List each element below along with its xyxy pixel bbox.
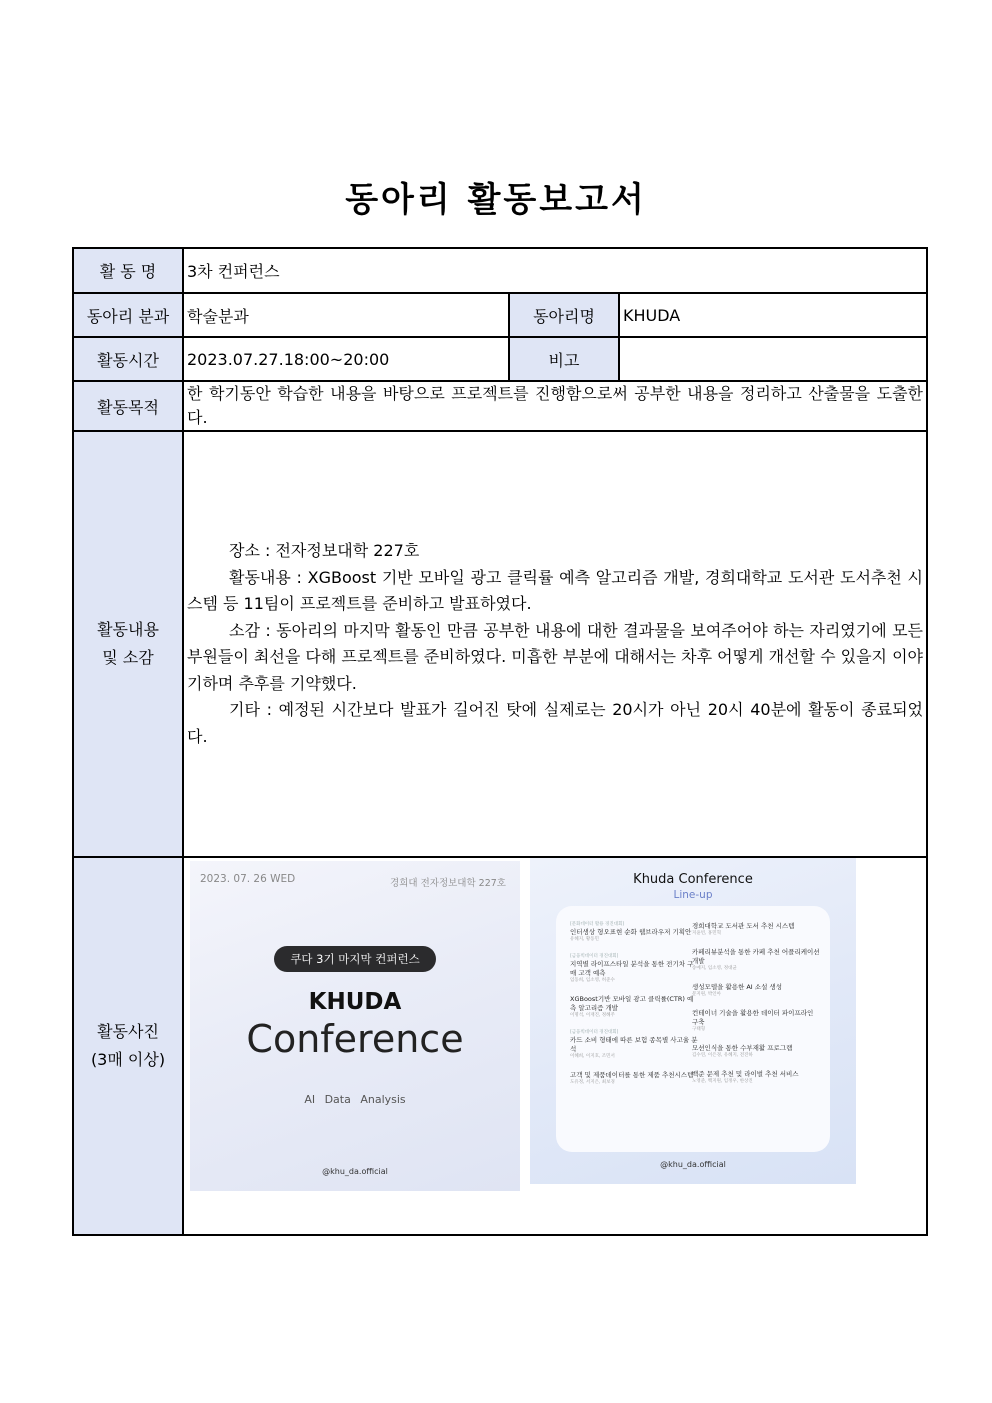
lineup-item (570, 922, 698, 943)
lineup-right-column (692, 922, 820, 1096)
content-cell (183, 431, 927, 857)
lineup-item-name: 지역별 라이프스타일 분석을 통한 전기차 구매 고객 예측 (570, 960, 694, 977)
lineup-item-members: 지윤빈, 홍민혁 (692, 931, 721, 936)
lineup-item-name: 백준 문제 추천 및 라이벌 추천 서비스 (692, 1070, 799, 1078)
lineup-subtitle: Line-up (673, 889, 713, 901)
lineup-item-members: 도유정, 서지은, 최보경 (570, 1080, 615, 1085)
lineup-item-name: 고객 및 제품데이터를 통한 제품 추천시스템 (570, 1071, 694, 1079)
lineup-item (692, 948, 820, 972)
lineup-item-members: 이혜희, 이지호, 조민서 (570, 1054, 615, 1059)
lineup-card (556, 906, 830, 1152)
lineup-title: Khuda Conference (633, 872, 753, 887)
activity-name-value: 3차 컨퍼런스 (183, 248, 927, 293)
lineup-item (570, 954, 698, 984)
document-title: 동아리 활동보고서 (345, 180, 647, 220)
content-activity: 활동내용 : XGBoost 기반 모바일 광고 클릭률 예측 알고리즘 개발, 경희대학교 도서관 도서추천 시스템 등 11팀이 프로젝트를 준비하고 발표하였다. (187, 567, 923, 613)
purpose-value: 한 학기동안 학습한 내용을 바탕으로 프로젝트를 진행함으로써 공부한 내용을 정리하고 산출물을 도출한다. (187, 384, 923, 427)
lineup-item (692, 1044, 820, 1059)
content-label-line-1: 활동내용 (97, 620, 159, 639)
lineup-handle: @khu_da.official (660, 1160, 726, 1169)
purpose-cell (183, 381, 927, 431)
lineup-item-members: 송예지, 임소영, 정대균 (692, 966, 737, 971)
poster-tags: AI Data Analysis (304, 1093, 406, 1106)
conference-poster-photo (190, 861, 520, 1191)
lineup-item-name: 모션인식을 통한 수부재활 프로그램 (692, 1044, 793, 1052)
poster-date: 2023. 07. 26 WED (200, 873, 296, 885)
lineup-item-name: 경희대학교 도서관 도서 추천 시스템 (692, 922, 795, 930)
photo-label (73, 857, 183, 1235)
lineup-item-members: 이명석, 이재진, 정혜주 (570, 1013, 615, 1018)
category-value: 학술분과 (183, 293, 509, 337)
lineup-item (570, 1071, 698, 1086)
photo-strip (184, 858, 926, 1218)
lineup-item-category: [금융빅데이터 경진대회] (570, 1030, 619, 1035)
lineup-item (692, 922, 820, 937)
poster-brand: KHUDA (308, 989, 402, 1015)
category-label: 동아리 분과 (73, 293, 183, 337)
photo-label-line-2: (3매 이상) (90, 1050, 166, 1069)
lineup-left-column (570, 922, 698, 1097)
lineup-item (692, 1070, 820, 1085)
lineup-item (692, 1009, 820, 1033)
poster-handle: @khu_da.official (322, 1167, 388, 1176)
lineup-item-name: 인터생상 형오표현 순화 웹브라우저 기획안 (570, 928, 692, 936)
note-value (619, 337, 927, 381)
lineup-item-category: [문화데이터 활용 경진대회] (570, 922, 625, 927)
lineup-item-name: 카드 소비 형태에 따른 보험 종목별 사고율 분석 (570, 1036, 698, 1053)
note-label: 비고 (509, 337, 619, 381)
lineup-item-category: [금융빅데이터 경진대회] (570, 954, 619, 959)
content-etc: 기타 : 예정된 시간보다 발표가 길어진 탓에 실제로는 20시가 아닌 20시 40분에 활동이 종료되었다. (187, 700, 923, 746)
photo-cell (183, 857, 927, 1235)
lineup-item-members: 임동희, 임소영, 허준수 (570, 978, 615, 983)
lineup-item-name: 생성모델을 활용한 AI 소설 생성 (692, 983, 782, 991)
time-label: 활동시간 (73, 337, 183, 381)
club-name-value: KHUDA (619, 293, 927, 337)
poster-conference-text: Conference (246, 1017, 464, 1061)
lineup-item-members: 김수연, 이은경, 유혜지, 전진하 (692, 1053, 753, 1058)
content-label-line-2: 및 소감 (102, 648, 154, 667)
lineup-item-members: 구태형 (692, 1027, 706, 1032)
lineup-item-members: 문지원, 박인아 (692, 992, 721, 997)
lineup-item-name: 컨테이너 기술을 활용한 데이터 파이프라인 구축 (692, 1009, 814, 1026)
content-place: 장소 : 전자정보대학 227호 (229, 541, 420, 560)
lineup-item (692, 983, 820, 998)
report-table (72, 247, 928, 1236)
purpose-label: 활동목적 (73, 381, 183, 431)
content-label (73, 431, 183, 857)
lineup-item (570, 995, 698, 1019)
lineup-item-name: XGBoost기반 모바일 광고 클릭률(CTR) 예측 알고리즘 개발 (570, 995, 694, 1012)
lineup-item-name: 카페리뷰분석을 통한 카페 추천 어플리케이션 개발 (692, 948, 820, 965)
club-name-label: 동아리명 (509, 293, 619, 337)
lineup-poster-photo (530, 858, 856, 1184)
lineup-item-members: 유혜지, 황동민 (570, 937, 599, 942)
poster-venue: 경희대 전자정보대학 227호 (390, 878, 506, 889)
photo-label-line-1: 활동사진 (97, 1022, 159, 1041)
time-value: 2023.07.27.18:00~20:00 (183, 337, 509, 381)
lineup-item-members: 노영준, 백지원, 임정우, 한상진 (692, 1079, 753, 1084)
lineup-item (570, 1030, 698, 1060)
poster-pill-label: 쿠다 3기 마지막 컨퍼런스 (274, 946, 436, 972)
content-impression: 소감 : 동아리의 마지막 활동인 만큼 공부한 내용에 대한 결과물을 보여주어야 하는 자리였기에 모든 부원들이 최선을 다해 프로젝트를 준비하였다. 미흡한 부분에 대해서는 차후 어떻게 개선할 수 있을지 이야기하며 추후를 기약했다. (187, 620, 923, 693)
activity-name-label: 활 동 명 (73, 248, 183, 293)
